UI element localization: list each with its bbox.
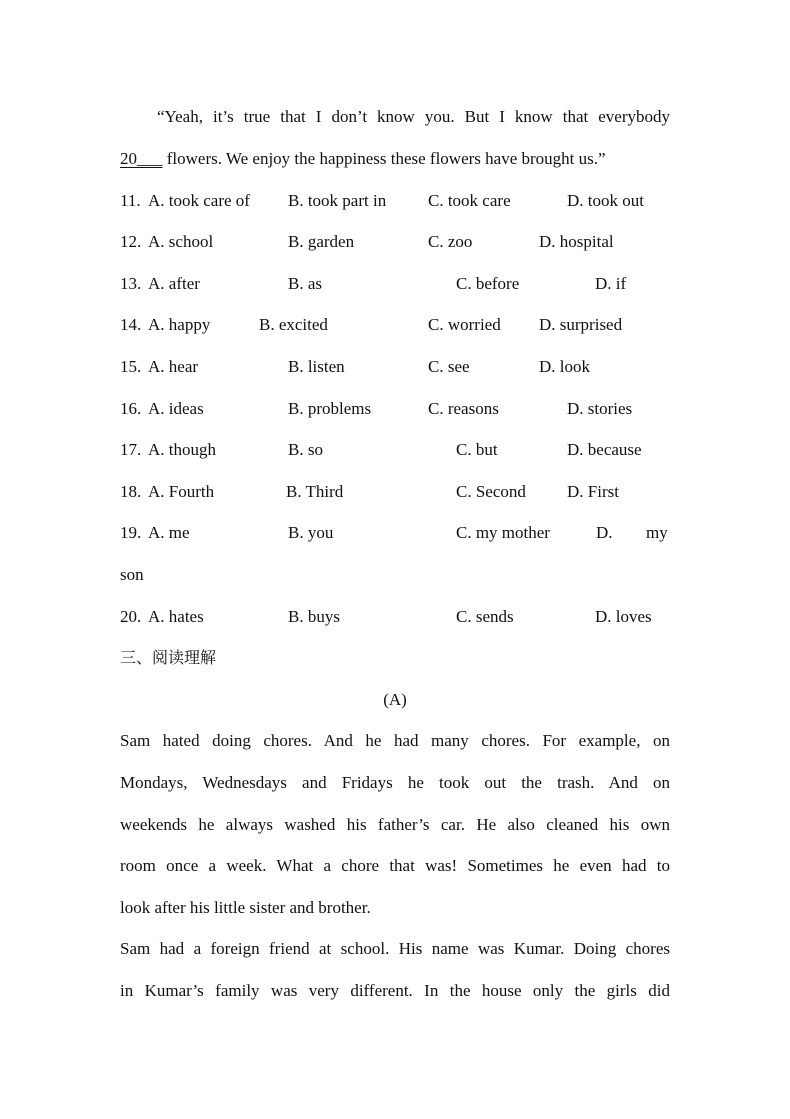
option-a: A. happy bbox=[148, 315, 211, 334]
question-number: 18. bbox=[120, 482, 142, 501]
paragraph-line: look after his little sister and brother. bbox=[120, 898, 371, 917]
question-20 bbox=[120, 607, 680, 627]
option-d: D. look bbox=[539, 357, 590, 376]
paragraph-line: Sam had a foreign friend at school. His name was Kumar. Doing chores bbox=[120, 939, 670, 958]
question-number: 19. bbox=[120, 523, 142, 542]
option-a: A. hates bbox=[148, 607, 204, 626]
section-heading: 三、阅读理解 bbox=[120, 648, 217, 667]
paragraph-line: in Kumar’s family was very different. In the house only the girls did bbox=[120, 981, 670, 1000]
question-number: 15. bbox=[120, 357, 142, 376]
option-a: A. school bbox=[148, 232, 214, 251]
passage-line bbox=[120, 149, 670, 169]
paragraph-line: room once a week. What a chore that was! Sometimes he even had to bbox=[120, 856, 670, 875]
option-b: B. Third bbox=[286, 482, 344, 501]
question-17 bbox=[120, 440, 680, 460]
option-a: A. after bbox=[148, 274, 200, 293]
option-d: D. hospital bbox=[539, 232, 614, 251]
passage-line: “Yeah, it’s true that I don’t know you. But I know that everybody bbox=[157, 107, 670, 126]
question-number: 13. bbox=[120, 274, 142, 293]
option-c: C. reasons bbox=[428, 399, 499, 418]
paragraph-line: Sam hated doing chores. And he had many chores. For example, on bbox=[120, 731, 670, 750]
option-a: A. ideas bbox=[148, 399, 204, 418]
question-number: 17. bbox=[120, 440, 142, 459]
option-c: C. zoo bbox=[428, 232, 473, 251]
option-a: A. though bbox=[148, 440, 216, 459]
option-d: D. because bbox=[567, 440, 642, 459]
question-number: 12. bbox=[120, 232, 142, 251]
option-a: A. me bbox=[148, 523, 190, 542]
question-15 bbox=[120, 357, 680, 377]
option-d: D. First bbox=[567, 482, 619, 501]
passage-label: (A) bbox=[383, 690, 407, 709]
paragraph-line: weekends he always washed his father’s car. He also cleaned his own bbox=[120, 815, 670, 834]
question-16 bbox=[120, 399, 680, 419]
question-18 bbox=[120, 482, 680, 502]
option-b: B. so bbox=[288, 440, 323, 459]
option-d: D. bbox=[596, 523, 613, 542]
option-a: A. hear bbox=[148, 357, 199, 376]
option-b: B. as bbox=[288, 274, 322, 293]
option-c: C. took care bbox=[428, 191, 511, 210]
paragraph-line: Mondays, Wednesdays and Fridays he took out the trash. And on bbox=[120, 773, 670, 792]
option-c: C. sends bbox=[456, 607, 514, 626]
option-d: D. surprised bbox=[539, 315, 623, 334]
option-b: B. problems bbox=[288, 399, 372, 418]
option-d: D. took out bbox=[567, 191, 644, 210]
option-c: C. see bbox=[428, 357, 470, 376]
question-13 bbox=[120, 274, 680, 294]
question-11 bbox=[120, 191, 680, 211]
option-c: C. Second bbox=[456, 482, 526, 501]
question-number: 11. bbox=[120, 191, 141, 210]
option-b: B. listen bbox=[288, 357, 345, 376]
passage-text: flowers. We enjoy the happiness these flowers have brought us.” bbox=[162, 149, 606, 168]
question-19 bbox=[120, 523, 680, 543]
option-d-text: my bbox=[646, 523, 668, 542]
option-d: D. if bbox=[595, 274, 627, 293]
question-number: 20. bbox=[120, 607, 142, 626]
option-b: B. took part in bbox=[288, 191, 387, 210]
question-14 bbox=[120, 315, 680, 335]
option-c: C. my mother bbox=[456, 523, 550, 542]
option-b: B. you bbox=[288, 523, 334, 542]
option-d-wrap: son bbox=[120, 565, 144, 584]
option-c: C. worried bbox=[428, 315, 501, 334]
option-b: B. garden bbox=[288, 232, 355, 251]
option-d: D. stories bbox=[567, 399, 633, 418]
option-c: C. before bbox=[456, 274, 520, 293]
blank-20: 20___ bbox=[120, 149, 163, 168]
question-number: 16. bbox=[120, 399, 142, 418]
option-b: B. buys bbox=[288, 607, 340, 626]
option-b: B. excited bbox=[259, 315, 328, 334]
option-a: A. took care of bbox=[148, 191, 250, 210]
question-number: 14. bbox=[120, 315, 142, 334]
option-d: D. loves bbox=[595, 607, 652, 626]
option-a: A. Fourth bbox=[148, 482, 215, 501]
option-c: C. but bbox=[456, 440, 498, 459]
question-12 bbox=[120, 232, 680, 252]
